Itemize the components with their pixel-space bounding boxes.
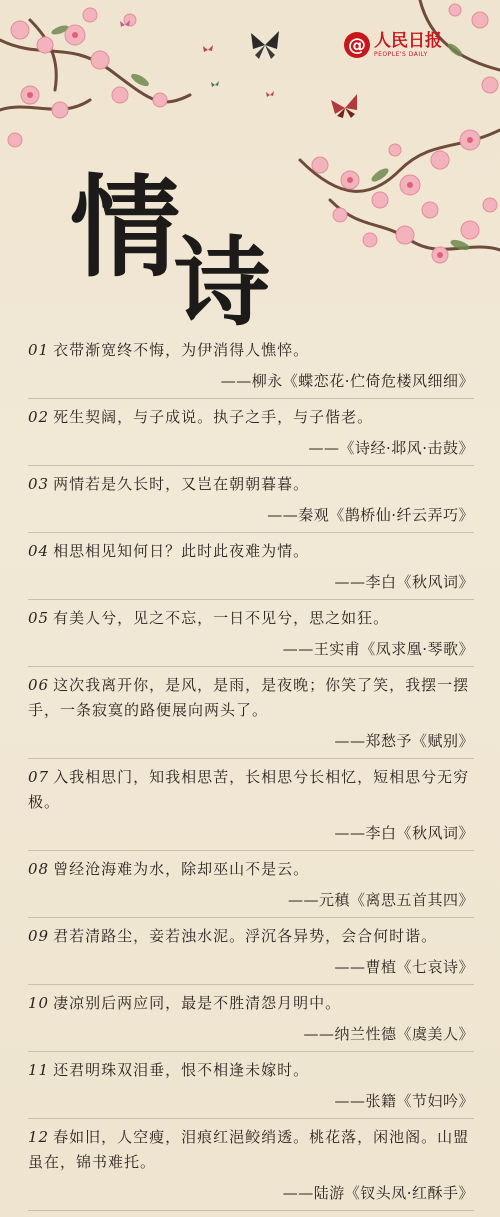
poem-source: ——元稹《离思五首其四》 <box>287 891 474 909</box>
divider <box>28 758 474 759</box>
poem-number: 11 <box>28 1061 50 1079</box>
poem-line <box>28 765 474 815</box>
poem-line <box>28 472 474 497</box>
poem-number: 03 <box>28 475 50 493</box>
poem-number: 05 <box>28 609 50 627</box>
poem-source: ——王实甫《凤求凰·琴歌》 <box>282 640 474 658</box>
brand-logo <box>344 28 442 62</box>
poem-line <box>28 857 474 882</box>
poem-number: 07 <box>28 768 50 786</box>
poem-number: 08 <box>28 860 50 878</box>
poem-source: ——李白《秋风词》 <box>334 824 474 842</box>
poem-text: 春如旧，人空瘦，泪痕红浥鲛绡透。桃花落，闲池阁。山盟虽在，锦书难托。 <box>28 1128 470 1171</box>
poem-text: 相思相见知何日？此时此夜难为情。 <box>53 542 310 560</box>
divider <box>28 465 474 466</box>
poem-entry <box>28 539 474 600</box>
poem-line <box>28 1125 474 1175</box>
poem-number: 04 <box>28 542 50 560</box>
divider <box>28 532 474 533</box>
poem-entry <box>28 338 474 399</box>
poem-entry <box>28 991 474 1052</box>
divider <box>28 1210 474 1211</box>
brand-name-en: PEOPLE'S DAILY <box>374 50 428 58</box>
poem-list <box>28 338 474 1217</box>
poem-text: 死生契阔，与子成说。执子之手，与子偕老。 <box>53 408 374 426</box>
poem-text: 曾经沧海难为水，除却巫山不是云。 <box>53 860 310 878</box>
poem-text: 衣带渐宽终不悔，为伊消得人憔悴。 <box>53 341 310 359</box>
poem-number: 10 <box>28 994 50 1012</box>
butterfly-icon <box>331 94 357 118</box>
page-title <box>70 150 272 339</box>
title-char-1: 情 <box>70 163 182 292</box>
divider <box>28 1051 474 1052</box>
poem-source: ——陆游《钗头凤·红酥手》 <box>282 1184 474 1202</box>
poem-text: 还君明珠双泪垂，恨不相逢未嫁时。 <box>53 1061 310 1079</box>
divider <box>28 917 474 918</box>
poem-number: 12 <box>28 1128 50 1146</box>
poem-number: 09 <box>28 927 50 945</box>
poem-source: ——张籍《节妇吟》 <box>334 1092 474 1110</box>
poem-entry <box>28 1125 474 1211</box>
at-symbol-icon: @ <box>344 32 370 58</box>
poem-entry <box>28 405 474 466</box>
divider <box>28 599 474 600</box>
poem-text: 入我相思门，知我相思苦，长相思兮长相忆，短相思兮无穷极。 <box>28 768 470 811</box>
poem-line <box>28 924 474 949</box>
poem-entry <box>28 1058 474 1119</box>
poem-line <box>28 405 474 430</box>
poem-source: ——曹植《七哀诗》 <box>334 958 474 976</box>
poem-number: 01 <box>28 341 50 359</box>
poem-text: 有美人兮，见之不忘，一日不见兮，思之如狂。 <box>53 609 390 627</box>
divider <box>28 850 474 851</box>
poem-entry <box>28 673 474 759</box>
poem-text: 凄凉别后两应同，最是不胜清怨月明中。 <box>53 994 342 1012</box>
poem-source: ——秦观《鹊桥仙·纤云弄巧》 <box>267 506 474 524</box>
poem-line <box>28 673 474 723</box>
poem-line <box>28 1058 474 1083</box>
poem-source: ——李白《秋风词》 <box>334 573 474 591</box>
poem-entry <box>28 472 474 533</box>
poem-source: ——郑愁予《赋别》 <box>334 732 474 750</box>
divider <box>28 666 474 667</box>
poem-number: 06 <box>28 676 50 694</box>
divider <box>28 398 474 399</box>
title-char-2: 诗 <box>174 226 272 339</box>
poem-entry <box>28 606 474 667</box>
poem-source: ——《诗经·邶风·击鼓》 <box>308 439 474 457</box>
poem-entry <box>28 857 474 918</box>
divider <box>28 1118 474 1119</box>
poem-entry <box>28 924 474 985</box>
divider <box>28 984 474 985</box>
poem-line <box>28 539 474 564</box>
butterfly-icon <box>251 31 279 59</box>
poem-text: 两情若是久长时，又岂在朝朝暮暮。 <box>53 475 310 493</box>
poem-line <box>28 338 474 363</box>
poem-line <box>28 606 474 631</box>
poem-text: 这次我离开你，是风，是雨，是夜晚；你笑了笑，我摆一摆手，一条寂寞的路便展向两头了。 <box>28 676 470 719</box>
poem-source: ——纳兰性德《虞美人》 <box>303 1025 474 1043</box>
brand-name-cn: 人民日报 <box>374 30 442 51</box>
poem-line <box>28 991 474 1016</box>
poem-number: 02 <box>28 408 50 426</box>
poem-source: ——柳永《蝶恋花·伫倚危楼风细细》 <box>220 372 474 390</box>
poem-entry <box>28 765 474 851</box>
poem-text: 君若清路尘，妾若浊水泥。浮沉各异势，会合何时谐。 <box>53 927 438 945</box>
